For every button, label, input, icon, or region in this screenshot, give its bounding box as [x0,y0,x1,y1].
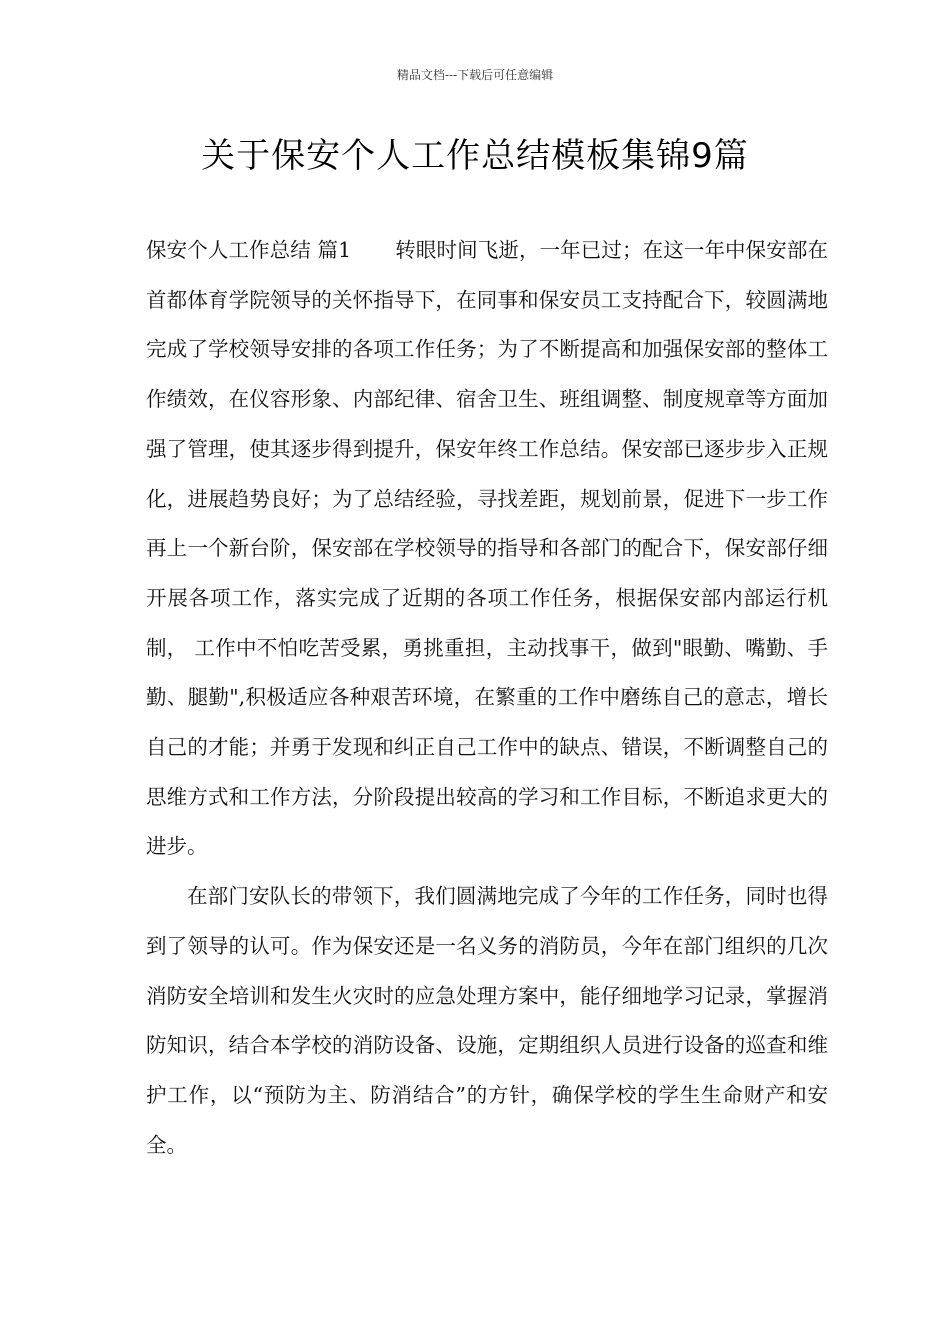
paragraph-2: 在部门安队长的带领下，我们圆满地完成了今年的工作任务，同时也得到了领导的认可。作为保安还是一名义务的消防员，今年在部门组织的几次消防安全培训和发生火灾时的应急处理方案中，能仔细地学习记录，掌握消防知识，结合本学校的消防设备、设施，定期组织人员进行设备的巡查和维护工作，以“预防为主、防消结合”的方针，确保学校的学生生命财产和安全。 [146,884,828,1157]
section-label: 保安个人工作总结 篇1 [146,238,352,262]
document-body [146,226,828,1170]
paragraph-1 [146,226,828,872]
document-title: 关于保安个人工作总结模板集锦9篇 [201,136,749,176]
paragraph-1-text: 转眼时间飞逝，一年已过；在这一年中保安部在首都体育学院领导的关怀指导下，在同事和保安员工支持配合下，较圆满地完成了学校领导安排的各项工作任务；为了不断提高和加强保安部的整体工作绩效，在仪容形象、内部纪律、宿舍卫生、班组调整、制度规章等方面加强了管理，使其逐步得到提升，保安年终工作总结。保安部已逐步步入正规化，进展趋势良好；为了总结经验，寻找差距，规划前景，促进下一步工作再上一个新台阶，保安部在学校领导的指导和各部门的配合下，保安部仔细开展各项工作，落实完成了近期的各项工作任务，根据保安部内部运行机制， 工作中不怕吃苦受累，勇挑重担，主动找事干，做到"眼勤、嘴勤、手勤、腿勤",积极适应各种艰苦环境，在繁重的工作中磨练自己的意志，增长自己的才能；并勇于发现和纠正自己工作中的缺点、错误，不断调整自己的思维方式和工作方法，分阶段提出较高的学习和工作目标，不断追求更大的进步。 [146,238,828,859]
header-note: 精品文档---下载后可任意编辑 [396,68,554,82]
